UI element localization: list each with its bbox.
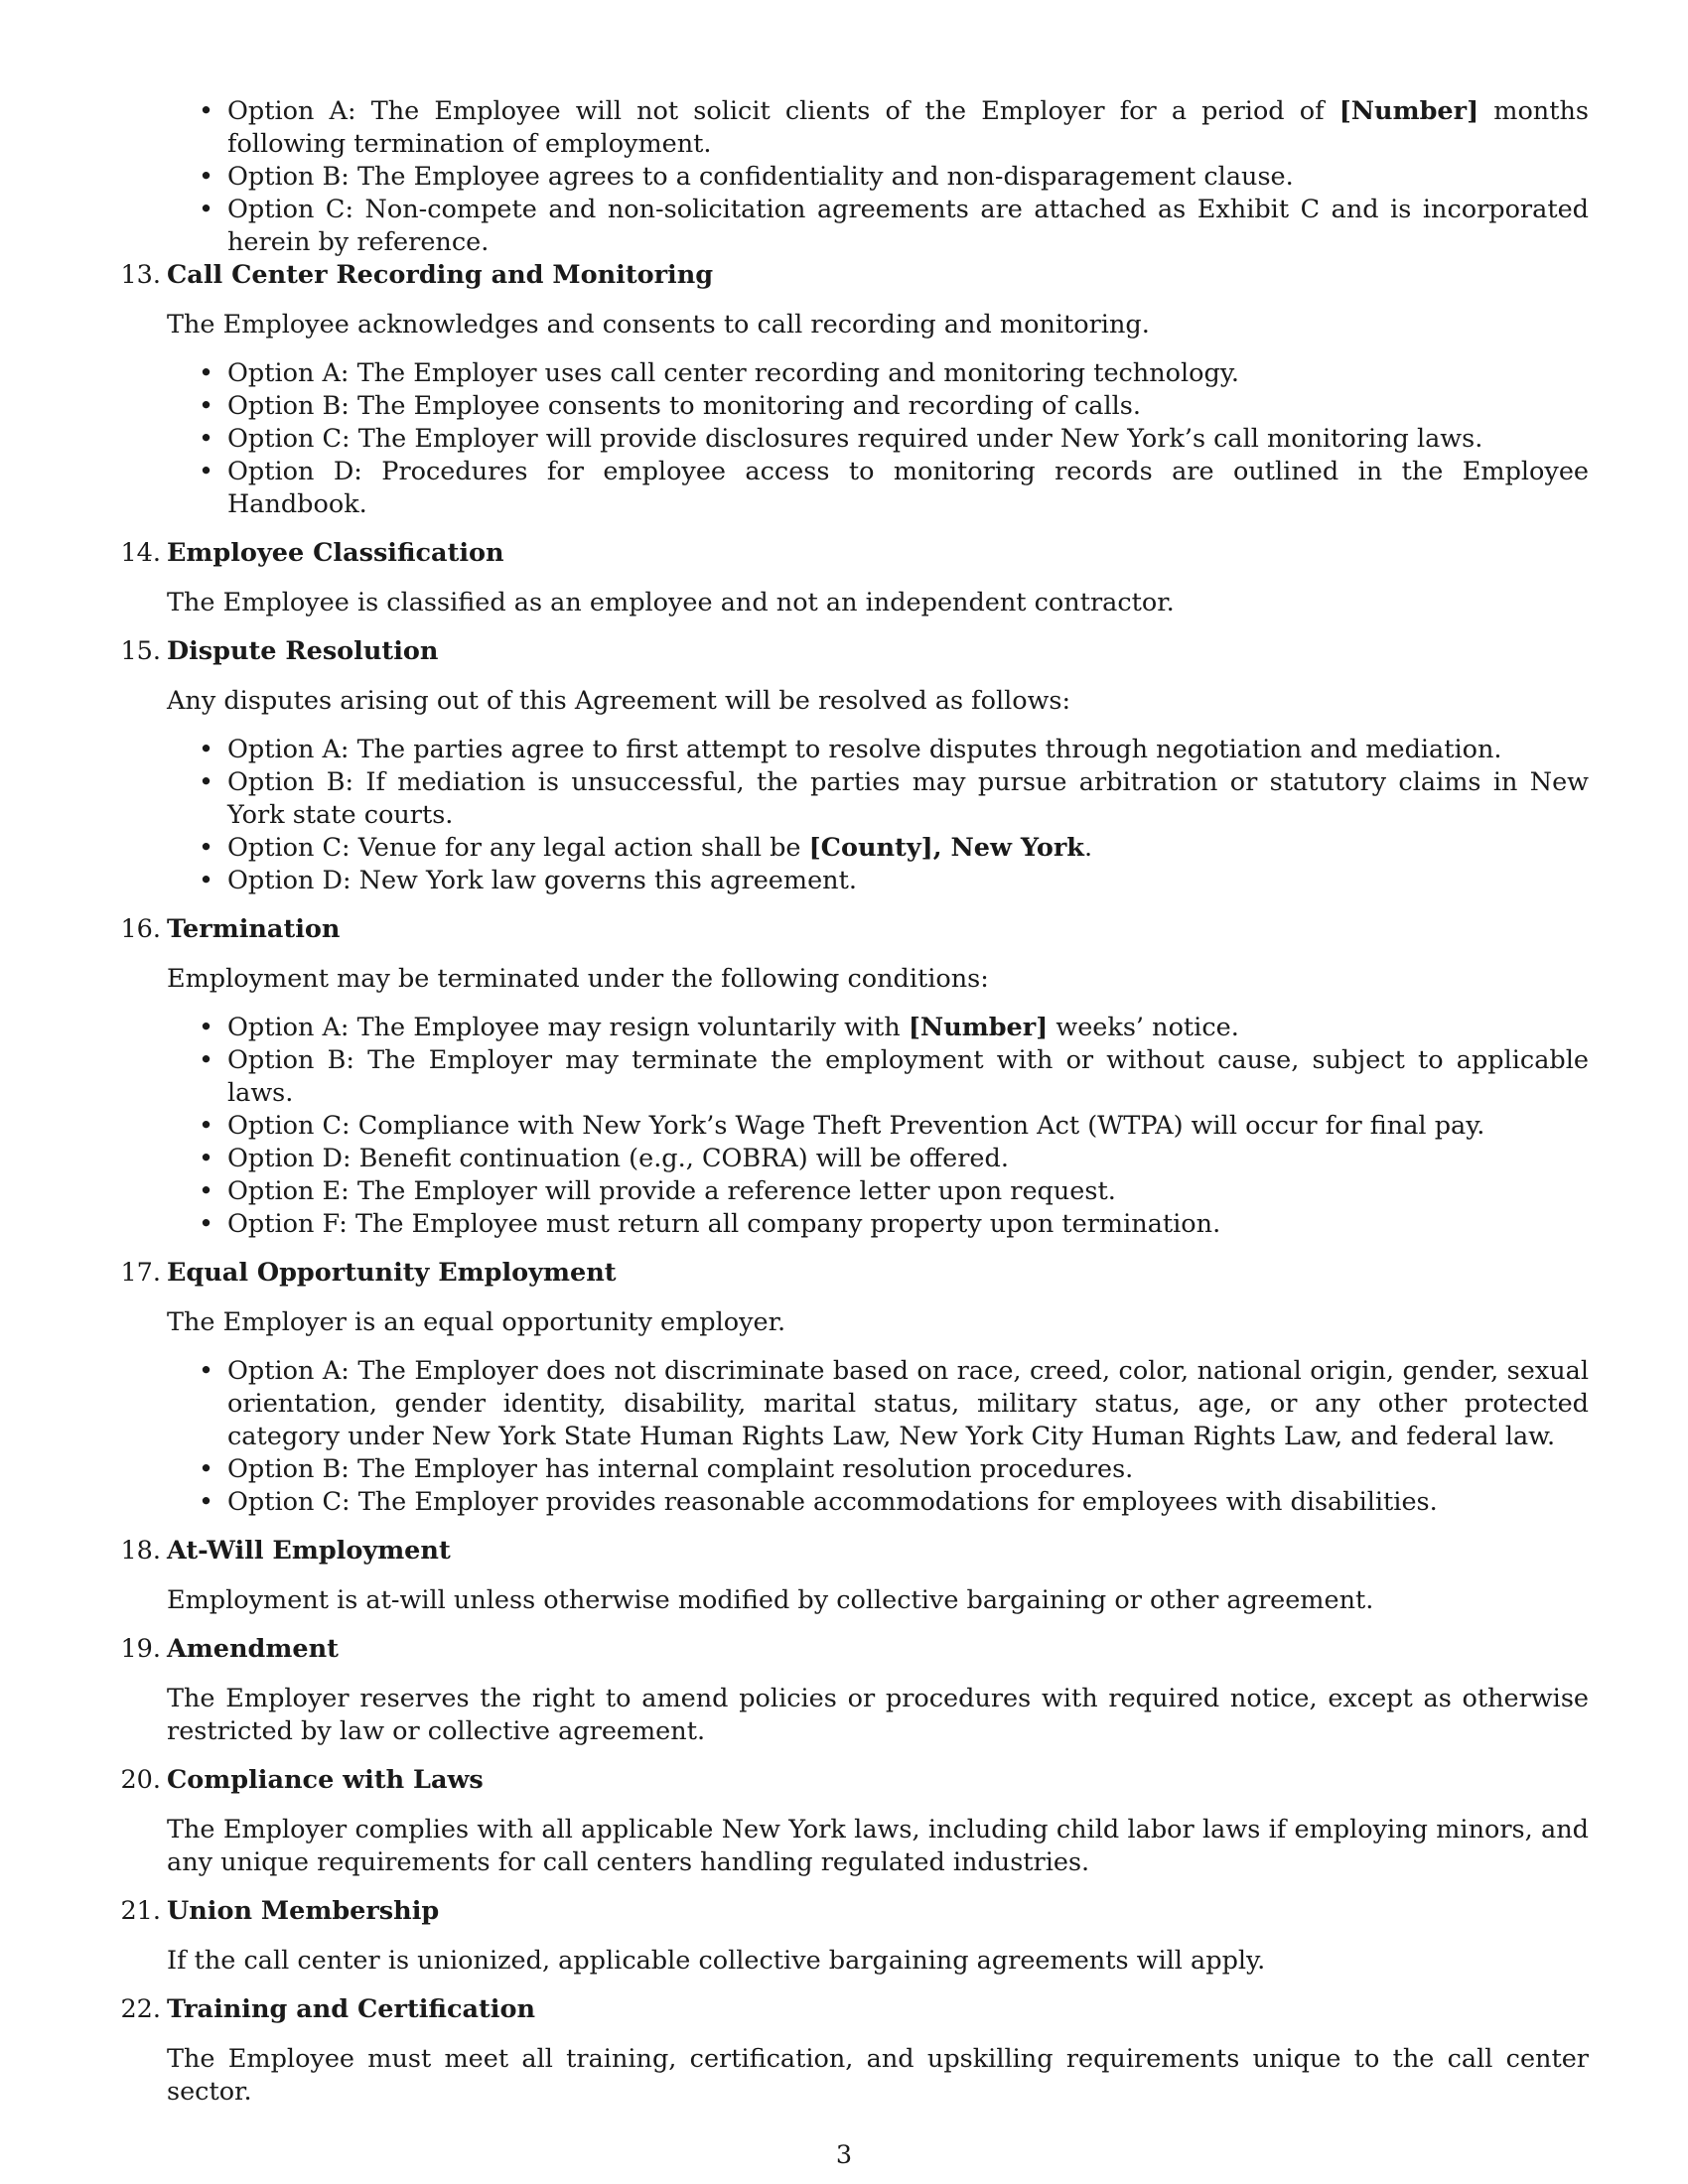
list-item: • Option C: Venue for any legal action shall be [County], New York. <box>167 832 1589 865</box>
list-item: • Option B: If mediation is unsuccessful, the parties may pursue arbitration or statutory claims in New York state courts. <box>167 766 1589 832</box>
section-19 <box>120 1633 1589 1748</box>
list-item: • Option A: The Employee will not solicit clients of the Employer for a period of [Number] months following termination of employment. <box>167 95 1589 161</box>
section-body: If the call center is unionized, applicable collective bargaining agreements will apply. <box>167 1946 1266 1976</box>
intro-options-list <box>167 95 1589 259</box>
section-title: Union Membership <box>167 1896 440 1926</box>
section-16 <box>120 913 1589 1241</box>
section-title: Dispute Resolution <box>167 636 439 666</box>
list-item: • Option C: The Employer provides reasonable accommodations for employees with disabilities. <box>167 1486 1589 1519</box>
section-body: The Employer reserves the right to amend policies or procedures with required notice, except as otherwise restricted by law or collective agreement. <box>167 1684 1589 1746</box>
list-item: • Option E: The Employer will provide a reference letter upon request. <box>167 1175 1589 1208</box>
section-body: The Employee acknowledges and consents to call recording and monitoring. <box>167 310 1150 340</box>
list-item: • Option C: Compliance with New York’s Wage Theft Prevention Act (WTPA) will occur for final pay. <box>167 1110 1589 1143</box>
list-item: • Option C: Non-compete and non-solicitation agreements are attached as Exhibit C and is incorporated herein by reference. <box>167 194 1589 259</box>
list-item: • Option A: The Employee may resign voluntarily with [Number] weeks’ notice. <box>167 1012 1589 1044</box>
section-22 <box>120 1993 1589 2109</box>
list-item: • Option A: The Employer uses call center recording and monitoring technology. <box>167 357 1589 390</box>
list-item: • Option A: The parties agree to first attempt to resolve disputes through negotiation and mediation. <box>167 734 1589 766</box>
section-15 <box>120 635 1589 897</box>
section-body: The Employee must meet all training, certification, and upskilling requirements unique to the call center sector. <box>167 2044 1589 2107</box>
options-list <box>167 1355 1589 1519</box>
section-body: Any disputes arising out of this Agreement will be resolved as follows: <box>167 686 1071 716</box>
section-17 <box>120 1257 1589 1519</box>
section-body: Employment may be terminated under the following conditions: <box>167 964 989 994</box>
list-item: • Option B: The Employee agrees to a confidentiality and non-disparagement clause. <box>167 161 1589 194</box>
options-list <box>167 1012 1589 1241</box>
list-item: • Option C: The Employer will provide disclosures required under New York’s call monitoring laws. <box>167 423 1589 456</box>
list-item: • Option B: The Employer has internal complaint resolution procedures. <box>167 1453 1589 1486</box>
section-number: 22. <box>120 1994 161 2024</box>
section-title: Termination <box>167 914 341 944</box>
section-21 <box>120 1895 1589 1978</box>
section-body: The Employer complies with all applicable New York laws, including child labor laws if employing minors, and any unique requirements for call centers handling regulated industries. <box>167 1815 1589 1877</box>
section-14 <box>120 537 1589 619</box>
list-item: • Option B: The Employer may terminate the employment with or without cause, subject to applicable laws. <box>167 1044 1589 1110</box>
section-body: Employment is at-will unless otherwise modified by collective bargaining or other agreement. <box>167 1585 1374 1615</box>
section-title: Call Center Recording and Monitoring <box>167 260 714 290</box>
section-number: 19. <box>120 1634 161 1664</box>
list-item: • Option D: New York law governs this agreement. <box>167 865 1589 897</box>
list-item: • Option A: The Employer does not discriminate based on race, creed, color, national origin, gender, sexual orientation, gender identity, disability, marital status, military status, age, or any other protected category under New York State Human Rights Law, New York City Human Rights Law, and federal law. <box>167 1355 1589 1453</box>
section-title: Training and Certification <box>167 1994 536 2024</box>
list-item: • Option D: Benefit continuation (e.g., COBRA) will be offered. <box>167 1143 1589 1175</box>
section-number: 15. <box>120 636 161 666</box>
section-number: 21. <box>120 1896 161 1926</box>
section-body: The Employer is an equal opportunity employer. <box>167 1307 786 1337</box>
list-item: • Option D: Procedures for employee access to monitoring records are outlined in the Employee Handbook. <box>167 456 1589 521</box>
section-title: At-Will Employment <box>167 1536 451 1566</box>
section-title: Compliance with Laws <box>167 1765 484 1795</box>
options-list <box>167 734 1589 897</box>
list-item: • Option F: The Employee must return all company property upon termination. <box>167 1208 1589 1241</box>
list-item: • Option B: The Employee consents to monitoring and recording of calls. <box>167 390 1589 423</box>
section-number: 17. <box>120 1258 161 1288</box>
section-title: Equal Opportunity Employment <box>167 1258 617 1288</box>
section-number: 13. <box>120 260 161 290</box>
section-18 <box>120 1535 1589 1617</box>
page-number: 3 <box>835 2140 853 2170</box>
section-number: 16. <box>120 914 161 944</box>
section-title: Amendment <box>167 1634 339 1664</box>
document-page <box>120 95 1589 2124</box>
section-number: 18. <box>120 1536 161 1566</box>
section-title: Employee Classification <box>167 538 504 568</box>
options-list <box>167 357 1589 521</box>
section-body: The Employee is classified as an employee and not an independent contractor. <box>167 588 1175 617</box>
section-20 <box>120 1764 1589 1879</box>
section-number: 14. <box>120 538 161 568</box>
section-number: 20. <box>120 1765 161 1795</box>
section-13 <box>120 259 1589 521</box>
